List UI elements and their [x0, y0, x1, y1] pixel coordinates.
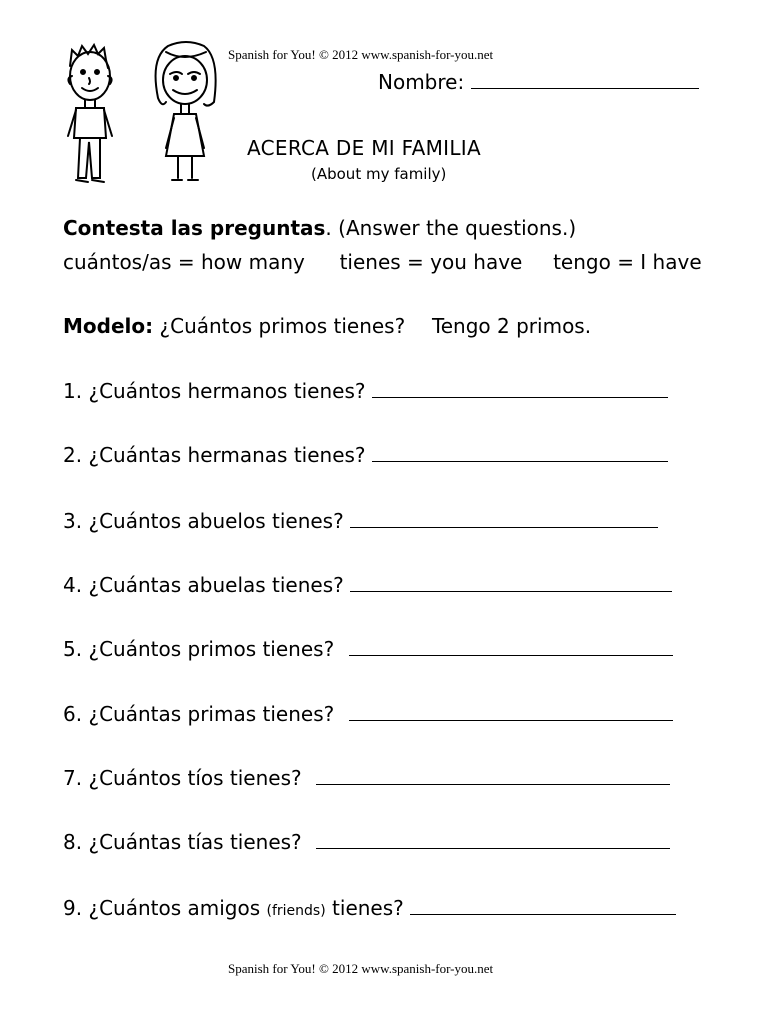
- name-blank[interactable]: [471, 87, 699, 89]
- page-title: ACERCA DE MI FAMILIA: [247, 136, 481, 160]
- question-item: [63, 509, 658, 533]
- boy-and-girl-drawing-icon: [58, 38, 223, 193]
- vocab-line: [63, 250, 702, 274]
- question-note: (friends): [266, 903, 326, 919]
- question-text: ¿Cuántos tíos tienes?: [88, 766, 302, 790]
- question-number: 7.: [63, 766, 83, 790]
- question-number: 8.: [63, 830, 83, 854]
- instructions-bold: Contesta las preguntas: [63, 216, 326, 240]
- answer-blank[interactable]: [349, 719, 673, 721]
- boy-head: [70, 52, 110, 100]
- answer-blank[interactable]: [410, 913, 676, 915]
- question-item: [63, 702, 673, 726]
- question-item: [63, 637, 673, 661]
- vocab-item: tengo = I have: [553, 250, 702, 274]
- question-number: 5.: [63, 637, 83, 661]
- model-question: ¿Cuántos primos tienes?: [159, 314, 406, 338]
- vocab-item: tienes = you have: [339, 250, 523, 274]
- boy-shirt: [74, 108, 106, 138]
- question-text: ¿Cuántas primas tienes?: [88, 702, 335, 726]
- answer-blank[interactable]: [316, 847, 670, 849]
- question-item: [63, 573, 672, 597]
- header-credit: Spanish for You! © 2012 www.spanish-for-you.net: [228, 47, 494, 62]
- page-subtitle: (About my family): [311, 165, 447, 183]
- vocab-item: cuántos/as = how many: [63, 250, 305, 274]
- instructions: [63, 216, 576, 240]
- girl-head: [163, 56, 207, 104]
- question-item: [63, 896, 676, 920]
- question-text: ¿Cuántos amigos: [88, 896, 261, 920]
- question-text: ¿Cuántas abuelas tienes?: [88, 573, 344, 597]
- instructions-rest: . (Answer the questions.): [325, 216, 577, 240]
- answer-blank[interactable]: [350, 590, 672, 592]
- question-number: 2.: [63, 443, 83, 467]
- answer-blank[interactable]: [349, 654, 673, 656]
- name-label: Nombre:: [378, 70, 465, 94]
- answer-blank[interactable]: [350, 526, 658, 528]
- question-number: 4.: [63, 573, 83, 597]
- footer-credit: Spanish for You! © 2012 www.spanish-for-you.net: [228, 961, 494, 976]
- question-text: ¿Cuántas hermanas tienes?: [88, 443, 366, 467]
- question-text: ¿Cuántos hermanos tienes?: [88, 379, 366, 403]
- answer-blank[interactable]: [316, 783, 670, 785]
- question-text: ¿Cuántas tías tienes?: [88, 830, 302, 854]
- model-label: Modelo:: [63, 314, 154, 338]
- question-number: 1.: [63, 379, 83, 403]
- question-number: 9.: [63, 896, 83, 920]
- girl-dress: [166, 114, 204, 156]
- answer-blank[interactable]: [372, 396, 668, 398]
- question-number: 6.: [63, 702, 83, 726]
- question-item: [63, 766, 670, 790]
- question-text: ¿Cuántos primos tienes?: [88, 637, 335, 661]
- question-item: [63, 443, 668, 467]
- question-tail: tienes?: [332, 896, 404, 920]
- answer-blank[interactable]: [372, 460, 668, 462]
- question-item: [63, 830, 670, 854]
- model-line: [63, 314, 591, 338]
- question-text: ¿Cuántos abuelos tienes?: [88, 509, 344, 533]
- name-field: [378, 70, 699, 94]
- model-answer: Tengo 2 primos.: [431, 314, 592, 338]
- question-number: 3.: [63, 509, 83, 533]
- question-item: [63, 379, 668, 403]
